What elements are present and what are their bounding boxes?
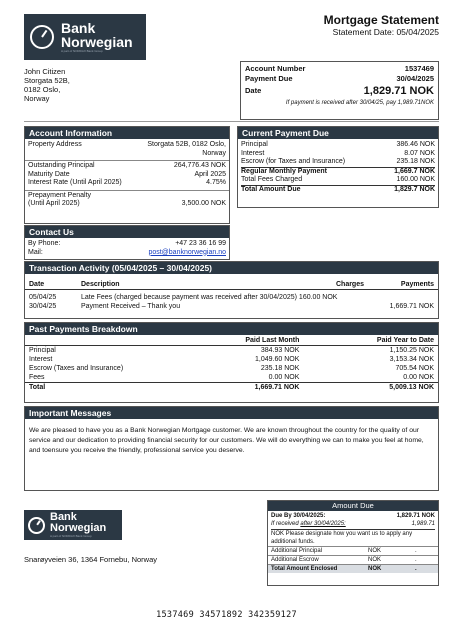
table-row (25, 346, 438, 356)
account-number: 1537469 (404, 64, 434, 73)
current-payment-section (237, 126, 439, 208)
col-description: Description (81, 281, 120, 288)
tx-description: Late Fees (charged because payment was received after 30/04/2025) (81, 294, 297, 301)
coupon-row-field[interactable]: . (415, 566, 417, 572)
tx-payments: 1,669.71 NOK (389, 303, 434, 310)
total-row (25, 383, 438, 393)
coupon-row-field[interactable]: . (415, 557, 417, 563)
penalty-label2: (Until April 2025) (28, 200, 80, 207)
property-address-line2: Norway (202, 149, 226, 157)
fees-value: 160.00 NOK (396, 176, 435, 183)
cp-interest-value: 8.07 NOK (404, 149, 435, 157)
cp-escrow-value: 235.18 NOK (396, 158, 435, 165)
table-row (25, 290, 438, 303)
coupon-late-prefix: If received (271, 521, 301, 527)
payment-coupon (267, 500, 439, 586)
customer-name: John Citizen (24, 67, 66, 76)
pp-ytd: 1,150.25 NOK (389, 347, 434, 354)
table-row (25, 364, 438, 373)
late-payment-note: If payment is received after 30/04/25, pay 1,989.71NOK (285, 100, 434, 106)
tx-charges: 160.00 NOK (298, 294, 338, 301)
coupon-row-label: Additional Principal (271, 548, 323, 554)
penalty-value: 3,500.00 NOK (181, 200, 226, 207)
outstanding-label: Outstanding Principal (28, 162, 95, 169)
coupon-row-label: Total Amount Enclosed (271, 566, 338, 572)
col-charges: Charges (335, 281, 364, 288)
pp-last: 0.00 NOK (268, 374, 300, 381)
penalty-label1: Prepayment Penalty (28, 191, 92, 199)
logo-mark-icon (30, 25, 54, 49)
pp-last: 384.93 NOK (260, 347, 300, 354)
phone-label: By Phone: (28, 240, 61, 247)
tx-date: 30/04/25 (29, 303, 57, 310)
footer-address: Snarøyveien 36, 1364 Fornebu, Norway (24, 555, 157, 564)
tx-description: Payment Received – Thank you (81, 303, 181, 310)
pp-label: Principal (29, 347, 56, 354)
summary-box (240, 61, 439, 120)
micr-line: 1537469 34571892 342359127 (156, 610, 297, 620)
pp-ytd: 705.54 NOK (395, 365, 434, 372)
transactions-table (25, 280, 438, 311)
total-due-label: Total Amount Due (241, 185, 301, 193)
page-title: Mortgage Statement (323, 13, 439, 27)
coupon-row-cur: NOK (368, 548, 382, 554)
table-row (25, 355, 438, 364)
customer-address (24, 67, 70, 103)
table-row (25, 302, 438, 311)
account-info-section (24, 126, 230, 224)
logo-line1: Bank (50, 511, 77, 523)
pp-label: Escrow (Taxes and Insurance) (29, 365, 124, 372)
tx-date: 05/04/25 (29, 294, 57, 301)
tx-payments (368, 290, 438, 303)
payment-due-date: 30/04/2025 (396, 74, 434, 83)
coupon-row-cur: NOK (368, 566, 382, 572)
messages-body: We are pleased to have you as a Bank Norwegian Mortgage customer. We are known throughout the country for the quality of our service and our dedication to providing financial security for our customers. We will do everything we can to make you feel at home, and toensure you receive the friendly, professional service you deserve. (29, 427, 424, 454)
coupon-row (268, 556, 438, 565)
maturity-label: Maturity Date (28, 170, 70, 178)
coupon-row-field[interactable]: . (415, 548, 417, 554)
pp-last: 235.18 NOK (260, 365, 300, 372)
customer-country: Norway (24, 94, 50, 103)
mail-label: Mail: (28, 248, 43, 256)
customer-city: 0182 Oslo, (24, 85, 61, 94)
account-number-label: Account Number (245, 64, 306, 73)
coupon-due-value: 1,829.71 NOK (396, 513, 435, 519)
pp-label: Interest (29, 356, 53, 363)
date-label: Date (245, 86, 262, 95)
table-header-row (25, 336, 438, 346)
coupon-late-value: 1,989.71 (411, 521, 435, 527)
phone-value: +47 23 36 16 99 (175, 240, 226, 247)
col-blank (25, 336, 175, 346)
contact-section (24, 225, 230, 260)
pp-total-ytd: 5,009.13 NOK (389, 384, 434, 391)
pp-total-label: Total (29, 384, 46, 391)
pp-total-last: 1,669.71 NOK (254, 384, 300, 391)
cp-interest-label: Interest (241, 149, 265, 157)
pp-ytd: 3,153.34 NOK (389, 356, 434, 363)
property-address-label: Property Address (28, 141, 82, 148)
coupon-title: Amount Due (268, 501, 438, 511)
logo-line1: Bank (61, 20, 96, 36)
maturity-value: April 2025 (194, 170, 226, 178)
cp-escrow-label: Escrow (for Taxes and Insurance) (241, 158, 346, 165)
fees-label: Total Fees Charged (241, 176, 303, 183)
coupon-note: NOK Please designate how you want us to apply any additional funds. (271, 531, 413, 545)
pp-label: Fees (29, 374, 45, 381)
logo-line2: Norwegian (50, 522, 107, 534)
messages-section (24, 406, 439, 491)
cp-principal-label: Principal (241, 141, 268, 148)
account-info-title: Account Information (25, 127, 229, 139)
email-link[interactable]: post@banknorwegian.no (148, 248, 226, 256)
pp-last: 1,049.60 NOK (255, 356, 300, 363)
contact-title: Contact Us (25, 226, 229, 238)
regular-payment-value: 1,669.7 NOK (394, 167, 435, 175)
amount-due: 1,829.71 NOK (363, 85, 434, 97)
col-paid-ytd: Paid Year to Date (376, 337, 434, 344)
coupon-late-date: after 30/04/2025: (300, 521, 346, 527)
bank-logo-footer (24, 510, 122, 540)
col-date: Date (29, 281, 45, 288)
col-paid-last-month: Paid Last Month (245, 337, 300, 344)
total-due-value: 1,829.7 NOK (394, 185, 435, 193)
table-row (25, 373, 438, 383)
logo-tagline: A part of NORDAX Bank Group (61, 49, 103, 53)
coupon-row-label: Additional Escrow (271, 557, 319, 563)
transactions-section (24, 261, 439, 319)
customer-street: Storgata 52B, (24, 76, 70, 85)
coupon-row (268, 546, 438, 556)
logo-line2: Norwegian (61, 34, 133, 50)
regular-payment-label: Regular Monthly Payment (241, 167, 327, 175)
cp-principal-value: 386.46 NOK (396, 141, 435, 148)
coupon-row (268, 565, 438, 573)
current-payment-title: Current Payment Due (238, 127, 438, 139)
past-payments-table (25, 336, 438, 392)
tx-charges (298, 302, 368, 311)
transactions-title: Transaction Activity (05/04/2025 – 30/04/2025) (25, 262, 438, 274)
coupon-due-label: Due By 30/04/2025: (271, 513, 326, 519)
rate-value: 4.75% (206, 179, 226, 186)
past-payments-section (24, 322, 439, 403)
rate-label: Interest Rate (Until April 2025) (28, 179, 122, 186)
outstanding-value: 264,776.43 NOK (173, 162, 226, 169)
logo-mark-icon (28, 517, 45, 534)
divider (24, 121, 439, 122)
past-payments-title: Past Payments Breakdown (25, 323, 438, 335)
bank-logo (24, 14, 146, 60)
col-payments: Payments (400, 281, 434, 288)
property-address-line1: Storgata 52B, 0182 Oslo, (147, 141, 226, 148)
table-header-row (25, 280, 438, 290)
messages-title: Important Messages (25, 407, 438, 419)
pp-ytd: 0.00 NOK (403, 374, 434, 381)
coupon-row-cur: NOK (368, 557, 382, 563)
payment-due-label: Payment Due (245, 74, 293, 83)
logo-tagline: A part of NORDAX Bank Group (50, 534, 92, 538)
statement-date: Statement Date: 05/04/2025 (332, 27, 439, 37)
